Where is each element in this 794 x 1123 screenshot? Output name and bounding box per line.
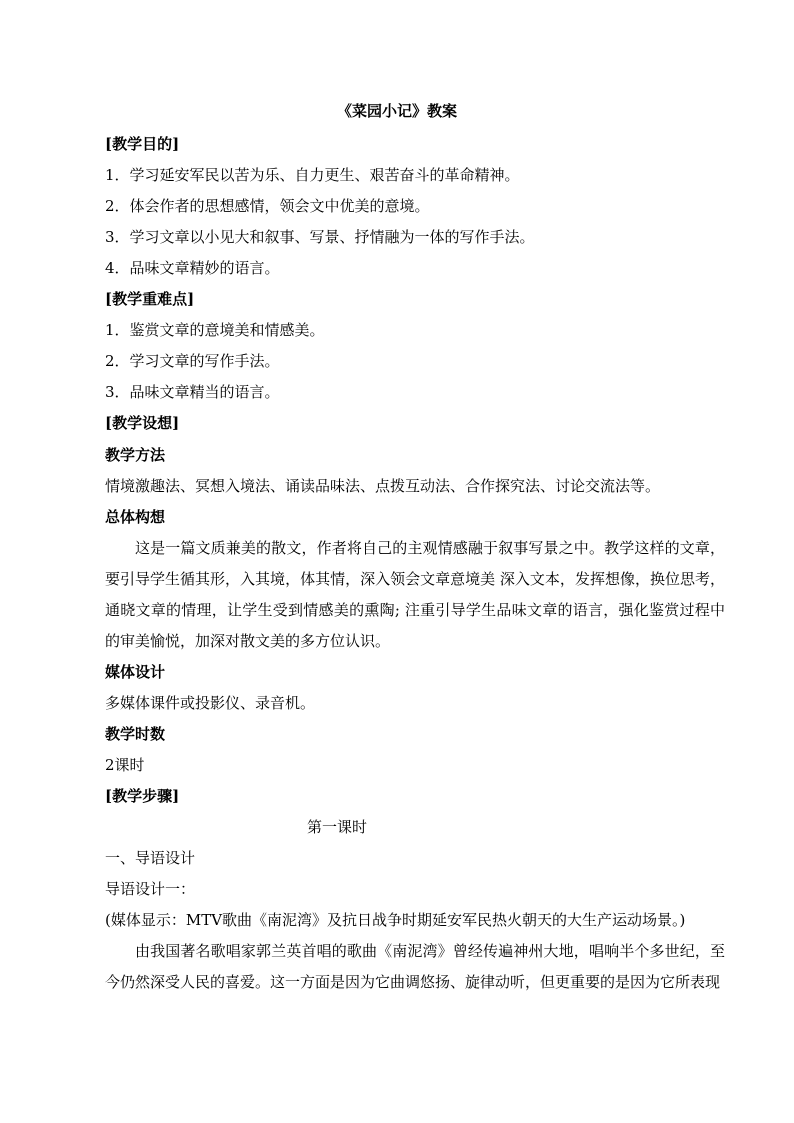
media-note: (媒体显示：MTV歌曲《南泥湾》及抗日战争时期延安军民热火朝天的大生产运动场景。) — [105, 911, 686, 929]
time-heading: 教学时数 — [105, 725, 166, 743]
concept-heading: 总体构想 — [105, 508, 166, 526]
objective-item: 2．体会作者的思想感情，领会文中优美的意境。 — [105, 197, 430, 215]
media-text: 多媒体课件或投影仪、录音机。 — [105, 694, 316, 712]
steps-heading: [教学步骤] — [105, 787, 180, 805]
concept-paragraph: 这是一篇文质兼美的散文，作者将自己的主观情感融于叙事写景之中。教学这样的文章，要引导学生循其形，入其境，体其情，深入领会文章意境美 深入文本，发挥想像，换位思考，通晓文章的情理，让学生受到情感美的熏陶; 注重引导学生品味文章的语言，强化鉴赏过程中的审美愉悦，加深对散文美的多方位认识。 — [105, 539, 725, 650]
design-heading: [教学设想] — [105, 414, 180, 432]
key-point-item: 1．鉴赏文章的意境美和情感美。 — [105, 321, 325, 339]
lesson-title: 第一课时 — [306, 818, 367, 836]
objective-item: 4．品味文章精妙的语言。 — [105, 259, 280, 277]
body-paragraph: 由我国著名歌唱家郭兰英首唱的歌曲《南泥湾》曾经传遍神州大地，唱响半个多世纪，至今仍然深受人民的喜爱。这一方面是因为它曲调悠扬、旋律动听，但更重要的是因为它所表现 — [105, 942, 725, 991]
methods-heading: 教学方法 — [105, 446, 166, 464]
key-points-heading: [教学重难点] — [105, 290, 195, 308]
objectives-heading: [教学目的] — [105, 135, 180, 153]
media-heading: 媒体设计 — [105, 663, 166, 681]
document-title: 《菜园小记》教案 — [336, 102, 457, 120]
key-point-item: 2．学习文章的写作手法。 — [105, 352, 280, 370]
intro-one-heading: 导语设计一： — [105, 880, 196, 898]
time-text: 2课时 — [105, 756, 145, 774]
objective-item: 1．学习延安军民以苦为乐、自力更生、艰苦奋斗的革命精神。 — [105, 166, 520, 184]
key-point-item: 3．品味文章精当的语言。 — [105, 383, 280, 401]
objective-item: 3．学习文章以小见大和叙事、写景、抒情融为一体的写作手法。 — [105, 228, 535, 246]
methods-text: 情境激趣法、冥想入境法、诵读品味法、点拨互动法、合作探究法、讨论交流法等。 — [105, 477, 661, 495]
part-one-heading: 一、导语设计 — [105, 849, 196, 867]
